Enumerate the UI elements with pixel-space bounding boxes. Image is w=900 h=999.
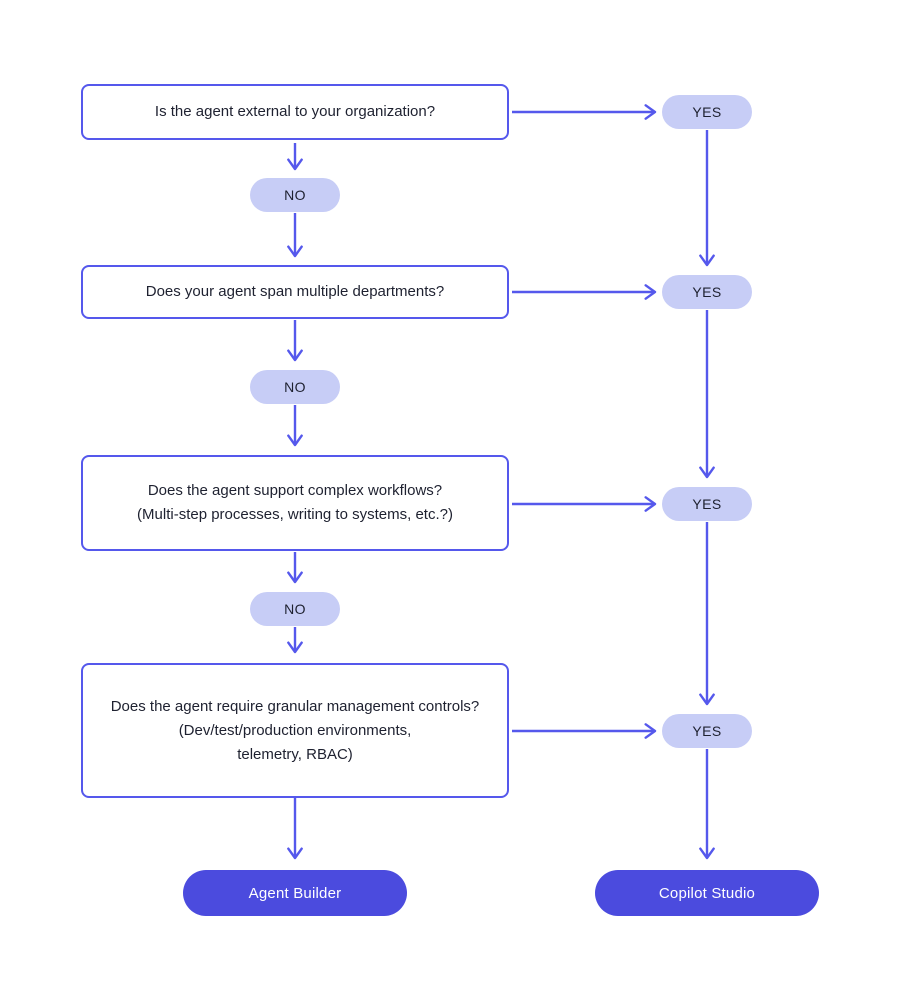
yes-pill-1-label: YES — [692, 104, 722, 120]
no-pill-3-label: NO — [284, 601, 306, 617]
yes-pill-2 — [662, 275, 752, 309]
yes-pill-3-label: YES — [692, 496, 722, 512]
outcome-agent-builder — [183, 870, 407, 916]
question-box-1 — [81, 84, 509, 140]
question-3-text-line1: Does the agent support complex workflows? — [147, 482, 443, 499]
question-3-text-line2: (Multi-step processes, writing to systems, etc.?) — [137, 506, 453, 523]
question-box-4 — [81, 663, 509, 798]
question-4-text-line1: Does the agent require granular management controls? — [110, 697, 480, 715]
no-pill-1 — [250, 178, 340, 212]
no-pill-1-label: NO — [284, 187, 306, 203]
question-4-text-line3: telemetry, RBAC) — [237, 745, 353, 763]
yes-pill-2-label: YES — [692, 284, 722, 300]
yes-pill-4-label: YES — [692, 723, 722, 739]
no-pill-2-label: NO — [284, 379, 306, 395]
question-1-text: Is the agent external to your organization? — [154, 103, 436, 120]
outcome-copilot-studio — [595, 870, 819, 916]
question-box-2 — [81, 265, 509, 319]
question-2-text: Does your agent span multiple departments? — [145, 283, 445, 300]
no-pill-3 — [250, 592, 340, 626]
yes-pill-4 — [662, 714, 752, 748]
yes-pill-1 — [662, 95, 752, 129]
outcome-copilot-studio-label: Copilot Studio — [658, 884, 756, 902]
question-box-3 — [81, 455, 509, 551]
outcome-agent-builder-label: Agent Builder — [248, 884, 342, 902]
no-pill-2 — [250, 370, 340, 404]
question-4-text-line2: (Dev/test/production environments, — [178, 721, 412, 739]
yes-pill-3 — [662, 487, 752, 521]
